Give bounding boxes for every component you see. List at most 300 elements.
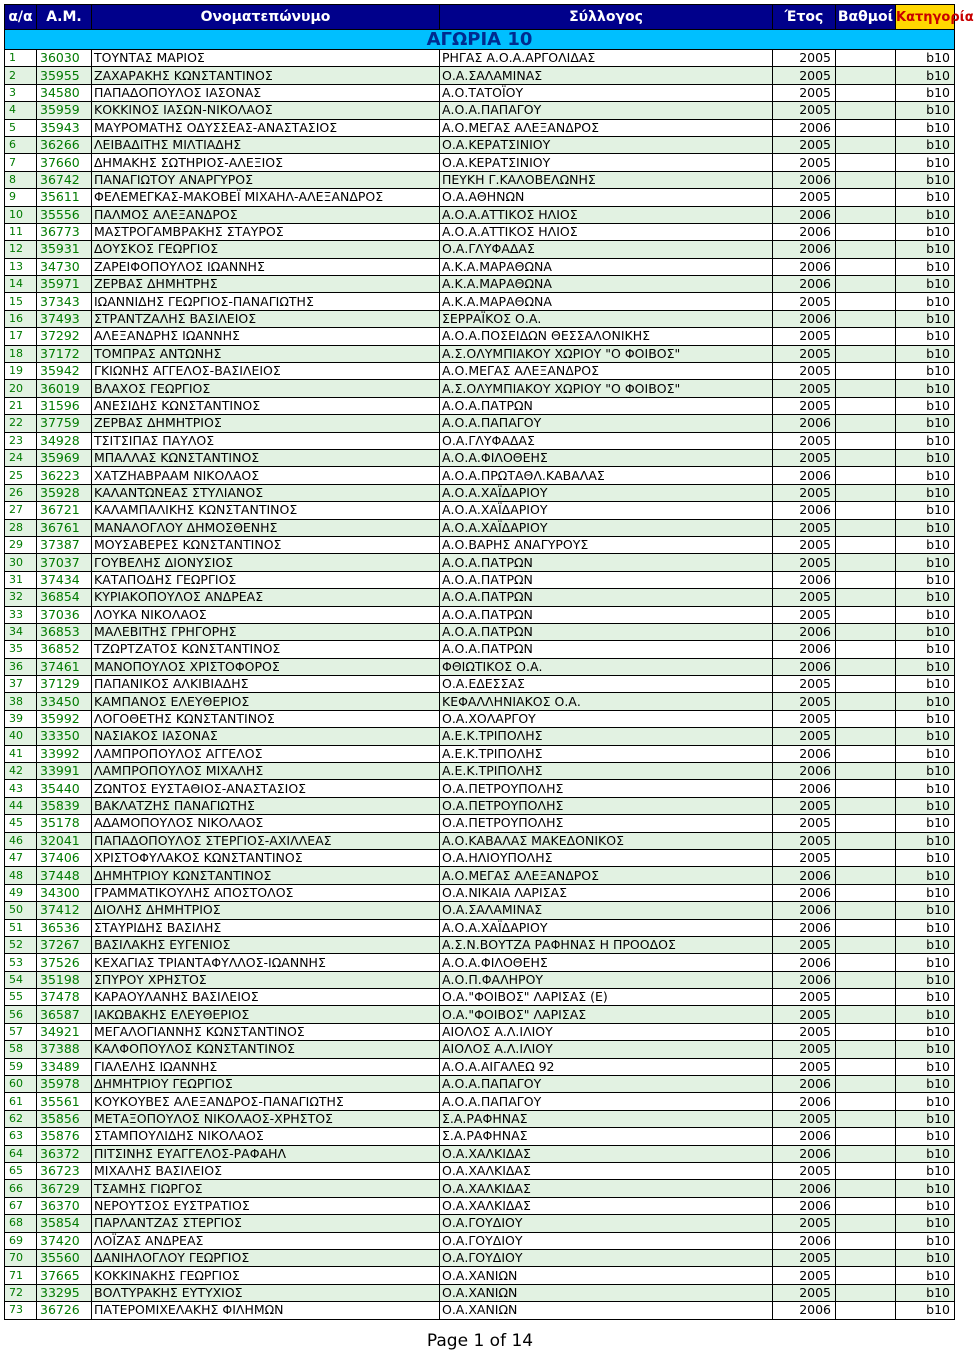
category: b10 bbox=[896, 119, 955, 136]
athlete-id: 36536 bbox=[37, 919, 92, 936]
athlete-name: ΜΠΑΛΛΑΣ ΚΩΝΣΤΑΝΤΙΝΟΣ bbox=[92, 449, 440, 466]
header-points: Βαθμοί bbox=[836, 5, 896, 30]
points bbox=[836, 276, 896, 293]
row-number: 41 bbox=[5, 745, 37, 762]
category: b10 bbox=[896, 954, 955, 971]
row-number: 56 bbox=[5, 1006, 37, 1023]
club-name: Α.Ο.Α.ΑΤΤΙΚΟΣ ΗΛΙΟΣ bbox=[440, 206, 773, 223]
athlete-id: 36729 bbox=[37, 1180, 92, 1197]
table-row bbox=[5, 1145, 955, 1162]
table-row bbox=[5, 50, 955, 67]
points bbox=[836, 1197, 896, 1214]
row-number: 60 bbox=[5, 1076, 37, 1093]
points bbox=[836, 1145, 896, 1162]
athlete-id: 37129 bbox=[37, 676, 92, 693]
table-row bbox=[5, 797, 955, 814]
birth-year: 2006 bbox=[773, 206, 836, 223]
category: b10 bbox=[896, 763, 955, 780]
points bbox=[836, 67, 896, 84]
club-name: Ο.Α.ΧΑΝΙΩΝ bbox=[440, 1284, 773, 1301]
club-name: ΡΗΓΑΣ Α.Ο.Α.ΑΡΓΟΛΙΔΑΣ bbox=[440, 50, 773, 67]
athlete-name: ΚΑΜΠΑΝΟΣ ΕΛΕΥΘΕΡΙΟΣ bbox=[92, 693, 440, 710]
athlete-name: ΜΑΣΤΡΟΓΑΜΒΡΑΚΗΣ ΣΤΑΥΡΟΣ bbox=[92, 223, 440, 240]
row-number: 14 bbox=[5, 276, 37, 293]
category: b10 bbox=[896, 258, 955, 275]
category: b10 bbox=[896, 1197, 955, 1214]
table-row bbox=[5, 1076, 955, 1093]
birth-year: 2006 bbox=[773, 623, 836, 640]
athlete-id: 37387 bbox=[37, 536, 92, 553]
athlete-id: 33992 bbox=[37, 745, 92, 762]
table-row bbox=[5, 415, 955, 432]
row-number: 4 bbox=[5, 102, 37, 119]
club-name: ΠΕΥΚΗ Γ.ΚΑΛΟΒΕΛΩΝΗΣ bbox=[440, 171, 773, 188]
birth-year: 2006 bbox=[773, 415, 836, 432]
row-number: 21 bbox=[5, 397, 37, 414]
row-number: 69 bbox=[5, 1232, 37, 1249]
club-name: Α.Ο.Α.ΠΑΤΡΩΝ bbox=[440, 397, 773, 414]
category: b10 bbox=[896, 902, 955, 919]
club-name: Α.Ο.Α.ΧΑΪΔΑΡΙΟΥ bbox=[440, 919, 773, 936]
category: b10 bbox=[896, 1232, 955, 1249]
athlete-id: 33295 bbox=[37, 1284, 92, 1301]
category: b10 bbox=[896, 536, 955, 553]
category: b10 bbox=[896, 328, 955, 345]
points bbox=[836, 484, 896, 501]
category: b10 bbox=[896, 936, 955, 953]
birth-year: 2005 bbox=[773, 832, 836, 849]
category: b10 bbox=[896, 1023, 955, 1040]
athlete-id: 36587 bbox=[37, 1006, 92, 1023]
athlete-name: ΑΔΑΜΟΠΟΥΛΟΣ ΝΙΚΟΛΑΟΣ bbox=[92, 815, 440, 832]
athlete-id: 33991 bbox=[37, 763, 92, 780]
table-row bbox=[5, 571, 955, 588]
athlete-name: ΚΕΧΑΓΙΑΣ ΤΡΙΑΝΤΑΦΥΛΛΟΣ-ΙΩΑΝΝΗΣ bbox=[92, 954, 440, 971]
athlete-id: 37420 bbox=[37, 1232, 92, 1249]
athlete-id: 37036 bbox=[37, 606, 92, 623]
row-number: 28 bbox=[5, 519, 37, 536]
club-name: Α.Ε.Κ.ΤΡΙΠΟΛΗΣ bbox=[440, 763, 773, 780]
birth-year: 2005 bbox=[773, 606, 836, 623]
club-name: Ο.Α.ΣΑΛΑΜΙΝΑΣ bbox=[440, 902, 773, 919]
athlete-id: 31596 bbox=[37, 397, 92, 414]
row-number: 52 bbox=[5, 936, 37, 953]
table-row bbox=[5, 380, 955, 397]
row-number: 6 bbox=[5, 136, 37, 153]
athlete-id: 35959 bbox=[37, 102, 92, 119]
category: b10 bbox=[896, 1041, 955, 1058]
category: b10 bbox=[896, 919, 955, 936]
athlete-name: ΔΑΝΙΗΛΟΓΛΟΥ ΓΕΩΡΓΙΟΣ bbox=[92, 1249, 440, 1266]
header-am: Α.Μ. bbox=[37, 5, 92, 30]
row-number: 63 bbox=[5, 1128, 37, 1145]
birth-year: 2006 bbox=[773, 1302, 836, 1319]
athlete-name: ΣΤΡΑΝΤΖΑΛΗΣ ΒΑΣΙΛΕΙΟΣ bbox=[92, 310, 440, 327]
club-name: Α.Ο.Α.ΠΑΠΑΓΟΥ bbox=[440, 1093, 773, 1110]
points bbox=[836, 415, 896, 432]
points bbox=[836, 1128, 896, 1145]
athlete-name: ΦΕΛΕΜΕΓΚΑΣ-ΜΑΚΟΒΕΪ ΜΙΧΑΗΛ-ΑΛΕΞΑΝΔΡΟΣ bbox=[92, 189, 440, 206]
points bbox=[836, 797, 896, 814]
birth-year: 2005 bbox=[773, 815, 836, 832]
points bbox=[836, 728, 896, 745]
club-name: Α.Ο.Α.ΠΑΤΡΩΝ bbox=[440, 589, 773, 606]
category: b10 bbox=[896, 971, 955, 988]
category: b10 bbox=[896, 293, 955, 310]
athlete-id: 37388 bbox=[37, 1041, 92, 1058]
category: b10 bbox=[896, 1128, 955, 1145]
row-number: 19 bbox=[5, 363, 37, 380]
row-number: 35 bbox=[5, 641, 37, 658]
points bbox=[836, 710, 896, 727]
row-number: 22 bbox=[5, 415, 37, 432]
athlete-name: ΤΟΥΝΤΑΣ ΜΑΡΙΟΣ bbox=[92, 50, 440, 67]
category: b10 bbox=[896, 432, 955, 449]
points bbox=[836, 206, 896, 223]
club-name: Α.Κ.Α.ΜΑΡΑΘΩΝΑ bbox=[440, 276, 773, 293]
athlete-name: ΚΑΛΑΜΠΑΛΙΚΗΣ ΚΩΝΣΤΑΝΤΙΝΟΣ bbox=[92, 502, 440, 519]
category: b10 bbox=[896, 676, 955, 693]
club-name: Σ.Α.ΡΑΦΗΝΑΣ bbox=[440, 1110, 773, 1127]
table-row bbox=[5, 745, 955, 762]
row-number: 47 bbox=[5, 849, 37, 866]
table-row bbox=[5, 241, 955, 258]
header-year: Έτος bbox=[773, 5, 836, 30]
category: b10 bbox=[896, 1249, 955, 1266]
category: b10 bbox=[896, 241, 955, 258]
row-number: 66 bbox=[5, 1180, 37, 1197]
row-number: 36 bbox=[5, 658, 37, 675]
row-number: 24 bbox=[5, 449, 37, 466]
points bbox=[836, 849, 896, 866]
table-row bbox=[5, 189, 955, 206]
athlete-id: 36372 bbox=[37, 1145, 92, 1162]
table-row bbox=[5, 84, 955, 101]
athlete-id: 36761 bbox=[37, 519, 92, 536]
points bbox=[836, 154, 896, 171]
birth-year: 2006 bbox=[773, 1232, 836, 1249]
table-row bbox=[5, 1197, 955, 1214]
category: b10 bbox=[896, 867, 955, 884]
points bbox=[836, 1076, 896, 1093]
row-number: 3 bbox=[5, 84, 37, 101]
points bbox=[836, 1232, 896, 1249]
athlete-id: 35955 bbox=[37, 67, 92, 84]
row-number: 62 bbox=[5, 1110, 37, 1127]
club-name: Α.Ο.Α.ΠΟΣΕΙΔΩΝ ΘΕΣΣΑΛΟΝΙΚΗΣ bbox=[440, 328, 773, 345]
birth-year: 2006 bbox=[773, 276, 836, 293]
club-name: ΦΘΙΩΤΙΚΟΣ Ο.Α. bbox=[440, 658, 773, 675]
athlete-name: ΒΑΚΛΑΤΖΗΣ ΠΑΝΑΓΙΩΤΗΣ bbox=[92, 797, 440, 814]
row-number: 12 bbox=[5, 241, 37, 258]
points bbox=[836, 919, 896, 936]
athlete-name: ΤΣΑΜΗΣ ΓΙΩΡΓΟΣ bbox=[92, 1180, 440, 1197]
athlete-id: 35556 bbox=[37, 206, 92, 223]
athlete-id: 35978 bbox=[37, 1076, 92, 1093]
table-row bbox=[5, 832, 955, 849]
birth-year: 2005 bbox=[773, 728, 836, 745]
athletes-table bbox=[4, 4, 974, 1320]
club-name: Α.Ο.Α.ΑΙΓΑΛΕΩ 92 bbox=[440, 1058, 773, 1075]
club-name: Ο.Α.ΚΕΡΑΤΣΙΝΙΟΥ bbox=[440, 136, 773, 153]
category: b10 bbox=[896, 1267, 955, 1284]
club-name: Α.Ο.Α.ΧΑΪΔΑΡΙΟΥ bbox=[440, 519, 773, 536]
club-name: Ο.Α.ΓΟΥΔΙΟΥ bbox=[440, 1232, 773, 1249]
table-row bbox=[5, 310, 955, 327]
club-name: Α.Ο.ΒΑΡΗΣ ΑΝΑΓΥΡΟΥΣ bbox=[440, 536, 773, 553]
header-num: α/α bbox=[5, 5, 37, 30]
table-row bbox=[5, 989, 955, 1006]
category: b10 bbox=[896, 884, 955, 901]
birth-year: 2005 bbox=[773, 936, 836, 953]
points bbox=[836, 189, 896, 206]
club-name: Α.Κ.Α.ΜΑΡΑΘΩΝΑ bbox=[440, 258, 773, 275]
category: b10 bbox=[896, 1145, 955, 1162]
athlete-name: ΤΣΙΤΣΙΠΑΣ ΠΑΥΛΟΣ bbox=[92, 432, 440, 449]
athlete-name: ΚΟΚΚΙΝΑΚΗΣ ΓΕΩΡΓΙΟΣ bbox=[92, 1267, 440, 1284]
category: b10 bbox=[896, 571, 955, 588]
points bbox=[836, 1267, 896, 1284]
category: b10 bbox=[896, 397, 955, 414]
athlete-name: ΚΥΡΙΑΚΟΠΟΥΛΟΣ ΑΝΔΡΕΑΣ bbox=[92, 589, 440, 606]
row-number: 58 bbox=[5, 1041, 37, 1058]
points bbox=[836, 1023, 896, 1040]
athlete-id: 37412 bbox=[37, 902, 92, 919]
category: b10 bbox=[896, 797, 955, 814]
birth-year: 2005 bbox=[773, 536, 836, 553]
points bbox=[836, 1302, 896, 1319]
points bbox=[836, 571, 896, 588]
club-name: Α.Ο.Α.ΠΑΤΡΩΝ bbox=[440, 623, 773, 640]
club-name: Α.Ο.Α.ΠΑΤΡΩΝ bbox=[440, 641, 773, 658]
birth-year: 2005 bbox=[773, 67, 836, 84]
table-row bbox=[5, 780, 955, 797]
row-number: 51 bbox=[5, 919, 37, 936]
athlete-name: ΚΑΛΦΟΠΟΥΛΟΣ ΚΩΝΣΤΑΝΤΙΝΟΣ bbox=[92, 1041, 440, 1058]
points bbox=[836, 763, 896, 780]
birth-year: 2006 bbox=[773, 502, 836, 519]
table-row bbox=[5, 276, 955, 293]
table-row bbox=[5, 554, 955, 571]
athlete-id: 36030 bbox=[37, 50, 92, 67]
category: b10 bbox=[896, 1110, 955, 1127]
club-name: Α.Ε.Κ.ΤΡΙΠΟΛΗΣ bbox=[440, 745, 773, 762]
birth-year: 2005 bbox=[773, 1110, 836, 1127]
row-number: 1 bbox=[5, 50, 37, 67]
athlete-name: ΛΟΪΖΑΣ ΑΝΔΡΕΑΣ bbox=[92, 1232, 440, 1249]
athlete-id: 36773 bbox=[37, 223, 92, 240]
table-row bbox=[5, 1284, 955, 1301]
athlete-name: ΚΟΚΚΙΝΟΣ ΙΑΣΩΝ-ΝΙΚΟΛΑΟΣ bbox=[92, 102, 440, 119]
points bbox=[836, 589, 896, 606]
athlete-name: ΓΚΙΩΝΗΣ ΑΓΓΕΛΟΣ-ΒΑΣΙΛΕΙΟΣ bbox=[92, 363, 440, 380]
athlete-name: ΖΕΡΒΑΣ ΔΗΜΗΤΡΙΟΣ bbox=[92, 415, 440, 432]
athlete-id: 37406 bbox=[37, 849, 92, 866]
row-number: 43 bbox=[5, 780, 37, 797]
table-row bbox=[5, 1232, 955, 1249]
club-name: Α.Ο.ΤΑΤΟΪΟΥ bbox=[440, 84, 773, 101]
table-row bbox=[5, 641, 955, 658]
category: b10 bbox=[896, 1284, 955, 1301]
athlete-id: 37037 bbox=[37, 554, 92, 571]
birth-year: 2005 bbox=[773, 797, 836, 814]
points bbox=[836, 832, 896, 849]
points bbox=[836, 310, 896, 327]
table-row bbox=[5, 1302, 955, 1319]
row-number: 57 bbox=[5, 1023, 37, 1040]
points bbox=[836, 102, 896, 119]
birth-year: 2005 bbox=[773, 849, 836, 866]
points bbox=[836, 1093, 896, 1110]
row-number: 59 bbox=[5, 1058, 37, 1075]
birth-year: 2006 bbox=[773, 1197, 836, 1214]
athlete-name: ΛΕΙΒΑΔΙΤΗΣ ΜΙΛΤΙΑΔΗΣ bbox=[92, 136, 440, 153]
birth-year: 2006 bbox=[773, 954, 836, 971]
club-name: Α.Ο.Α.ΠΑΠΑΓΟΥ bbox=[440, 1076, 773, 1093]
category: b10 bbox=[896, 519, 955, 536]
club-name: Α.Ο.Α.ΠΑΤΡΩΝ bbox=[440, 606, 773, 623]
table-row bbox=[5, 1163, 955, 1180]
table-row bbox=[5, 867, 955, 884]
table-body bbox=[5, 50, 955, 1320]
birth-year: 2005 bbox=[773, 1058, 836, 1075]
club-name: Ο.Α.ΧΑΝΙΩΝ bbox=[440, 1267, 773, 1284]
athlete-name: ΧΑΤΖΗΑΒΡΑΑΜ ΝΙΚΟΛΑΟΣ bbox=[92, 467, 440, 484]
row-number: 32 bbox=[5, 589, 37, 606]
athlete-name: ΖΑΧΑΡΑΚΗΣ ΚΩΝΣΤΑΝΤΙΝΟΣ bbox=[92, 67, 440, 84]
points bbox=[836, 693, 896, 710]
club-name: Ο.Α.ΓΟΥΔΙΟΥ bbox=[440, 1249, 773, 1266]
athlete-id: 35440 bbox=[37, 780, 92, 797]
row-number: 2 bbox=[5, 67, 37, 84]
athlete-name: ΛΑΜΠΡΟΠΟΥΛΟΣ ΜΙΧΑΛΗΣ bbox=[92, 763, 440, 780]
club-name: Ο.Α.ΧΑΝΙΩΝ bbox=[440, 1302, 773, 1319]
club-name: Ο.Α.ΧΑΛΚΙΔΑΣ bbox=[440, 1145, 773, 1162]
birth-year: 2005 bbox=[773, 189, 836, 206]
athlete-name: ΤΖΩΡΤΖΑΤΟΣ ΚΩΝΣΤΑΝΤΙΝΟΣ bbox=[92, 641, 440, 658]
row-number: 49 bbox=[5, 884, 37, 901]
club-name: Α.Ο.Α.ΧΑΪΔΑΡΙΟΥ bbox=[440, 484, 773, 501]
header-name: Ονοματεπώνυμο bbox=[92, 5, 440, 30]
category: b10 bbox=[896, 1215, 955, 1232]
category: b10 bbox=[896, 745, 955, 762]
club-name: Α.Σ.Ν.ΒΟΥΤΖΑ ΡΑΦΗΝΑΣ Η ΠΡΟΟΔΟΣ bbox=[440, 936, 773, 953]
athlete-name: ΔΗΜΗΤΡΙΟΥ ΚΩΝΣΤΑΝΤΙΝΟΣ bbox=[92, 867, 440, 884]
athlete-name: ΛΑΜΠΡΟΠΟΥΛΟΣ ΑΓΓΕΛΟΣ bbox=[92, 745, 440, 762]
category: b10 bbox=[896, 989, 955, 1006]
birth-year: 2006 bbox=[773, 467, 836, 484]
club-name: Ο.Α.ΕΔΕΣΣΑΣ bbox=[440, 676, 773, 693]
row-number: 70 bbox=[5, 1249, 37, 1266]
athlete-name: ΑΛΕΞΑΝΔΡΗΣ ΙΩΑΝΝΗΣ bbox=[92, 328, 440, 345]
athlete-id: 34580 bbox=[37, 84, 92, 101]
category: b10 bbox=[896, 189, 955, 206]
club-name: Α.Ο.Α.ΑΤΤΙΚΟΣ ΗΛΙΟΣ bbox=[440, 223, 773, 240]
athlete-id: 35992 bbox=[37, 710, 92, 727]
athlete-name: ΔΙΟΛΗΣ ΔΗΜΗΤΡΙΟΣ bbox=[92, 902, 440, 919]
birth-year: 2006 bbox=[773, 241, 836, 258]
athlete-name: ΣΤΑΥΡΙΔΗΣ ΒΑΣΙΛΗΣ bbox=[92, 919, 440, 936]
row-number: 42 bbox=[5, 763, 37, 780]
table-row bbox=[5, 1093, 955, 1110]
athlete-name: ΔΗΜΗΤΡΙΟΥ ΓΕΩΡΓΙΟΣ bbox=[92, 1076, 440, 1093]
athlete-name: ΝΕΡΟΥΤΣΟΣ ΕΥΣΤΡΑΤΙΟΣ bbox=[92, 1197, 440, 1214]
athlete-name: ΠΙΤΣΙΝΗΣ ΕΥΑΓΓΕΛΟΣ-ΡΑΦΑΗΛ bbox=[92, 1145, 440, 1162]
group-title: ΑΓΩΡΙΑ 10 bbox=[5, 30, 955, 50]
club-name: Ο.Α.ΧΟΛΑΡΓΟΥ bbox=[440, 710, 773, 727]
category: b10 bbox=[896, 554, 955, 571]
athlete-name: ΓΟΥΒΕΛΗΣ ΔΙΟΝΥΣΙΟΣ bbox=[92, 554, 440, 571]
table-row bbox=[5, 154, 955, 171]
athlete-name: ΧΡΙΣΤΟΦΥΛΑΚΟΣ ΚΩΝΣΤΑΝΤΙΝΟΣ bbox=[92, 849, 440, 866]
row-number: 15 bbox=[5, 293, 37, 310]
athlete-name: ΜΑΛΕΒΙΤΗΣ ΓΡΗΓΟΡΗΣ bbox=[92, 623, 440, 640]
row-number: 34 bbox=[5, 623, 37, 640]
birth-year: 2006 bbox=[773, 1145, 836, 1162]
athlete-id: 34928 bbox=[37, 432, 92, 449]
club-name: Α.Ο.Α.ΠΡΩΤΑΘΛ.ΚΑΒΑΛΑΣ bbox=[440, 467, 773, 484]
table-row bbox=[5, 397, 955, 414]
athlete-id: 35942 bbox=[37, 363, 92, 380]
athlete-id: 33350 bbox=[37, 728, 92, 745]
athlete-name: ΖΑΡΕΙΦΟΠΟΥΛΟΣ ΙΩΑΝΝΗΣ bbox=[92, 258, 440, 275]
table-row bbox=[5, 484, 955, 501]
points bbox=[836, 815, 896, 832]
row-number: 65 bbox=[5, 1163, 37, 1180]
athlete-name: ΜΕΓΑΛΟΓΙΑΝΝΗΣ ΚΩΝΣΤΑΝΤΙΝΟΣ bbox=[92, 1023, 440, 1040]
row-number: 30 bbox=[5, 554, 37, 571]
birth-year: 2005 bbox=[773, 989, 836, 1006]
athlete-id: 33489 bbox=[37, 1058, 92, 1075]
points bbox=[836, 258, 896, 275]
athlete-id: 36852 bbox=[37, 641, 92, 658]
athlete-id: 36854 bbox=[37, 589, 92, 606]
athlete-id: 37461 bbox=[37, 658, 92, 675]
athlete-name: ΓΙΑΛΕΛΗΣ ΙΩΑΝΝΗΣ bbox=[92, 1058, 440, 1075]
table-row bbox=[5, 432, 955, 449]
athlete-id: 36266 bbox=[37, 136, 92, 153]
table-row bbox=[5, 658, 955, 675]
points bbox=[836, 1249, 896, 1266]
row-number: 73 bbox=[5, 1302, 37, 1319]
athlete-id: 36370 bbox=[37, 1197, 92, 1214]
table-row bbox=[5, 1006, 955, 1023]
athlete-name: ΔΗΜΑΚΗΣ ΣΩΤΗΡΙΟΣ-ΑΛΕΞΙΟΣ bbox=[92, 154, 440, 171]
points bbox=[836, 502, 896, 519]
row-number: 46 bbox=[5, 832, 37, 849]
athlete-name: ΚΟΥΚΟΥΒΕΣ ΑΛΕΞΑΝΔΡΟΣ-ΠΑΝΑΓΙΩΤΗΣ bbox=[92, 1093, 440, 1110]
club-name: Α.Ο.ΚΑΒΑΛΑΣ ΜΑΚΕΔΟΝΙΚΟΣ bbox=[440, 832, 773, 849]
category: b10 bbox=[896, 363, 955, 380]
points bbox=[836, 884, 896, 901]
club-name: Ο.Α.ΧΑΛΚΙΔΑΣ bbox=[440, 1163, 773, 1180]
athlete-id: 36723 bbox=[37, 1163, 92, 1180]
club-name: Α.Ο.ΜΕΓΑΣ ΑΛΕΞΑΝΔΡΟΣ bbox=[440, 363, 773, 380]
row-number: 40 bbox=[5, 728, 37, 745]
club-name: Α.Ο.ΜΕΓΑΣ ΑΛΕΞΑΝΔΡΟΣ bbox=[440, 119, 773, 136]
club-name: Α.Ο.Α.ΠΑΠΑΓΟΥ bbox=[440, 415, 773, 432]
points bbox=[836, 1180, 896, 1197]
athlete-id: 37292 bbox=[37, 328, 92, 345]
athlete-id: 37343 bbox=[37, 293, 92, 310]
athlete-id: 35611 bbox=[37, 189, 92, 206]
birth-year: 2006 bbox=[773, 780, 836, 797]
athlete-name: ΜΟΥΣΑΒΕΡΕΣ ΚΩΝΣΤΑΝΤΙΝΟΣ bbox=[92, 536, 440, 553]
row-number: 38 bbox=[5, 693, 37, 710]
birth-year: 2006 bbox=[773, 1076, 836, 1093]
table-row bbox=[5, 676, 955, 693]
table-row bbox=[5, 345, 955, 362]
